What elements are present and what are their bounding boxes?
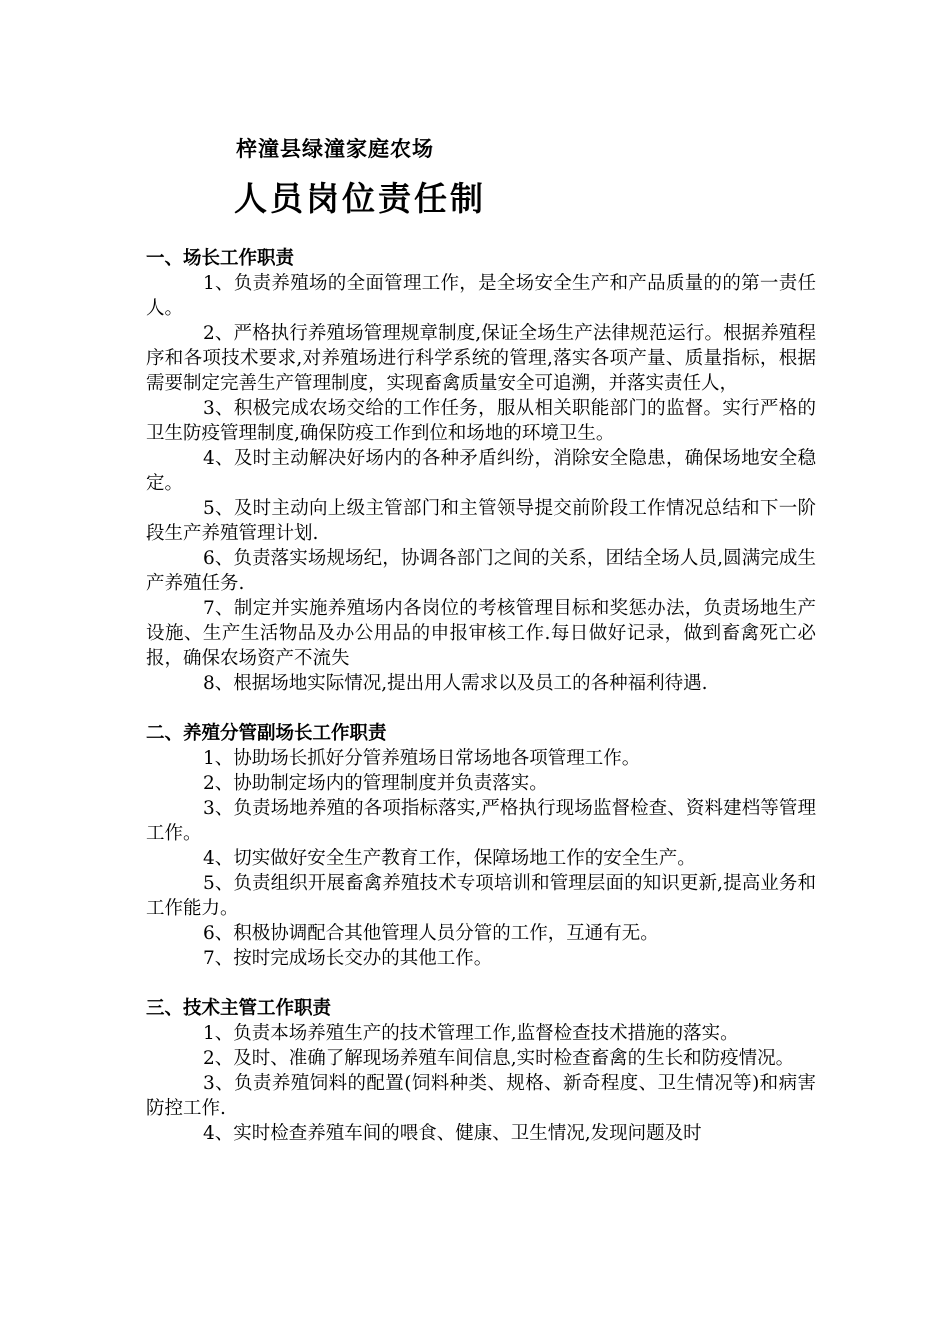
list-item: 3、积极完成农场交给的工作任务，服从相关职能部门的监督。实行严格的卫生防疫管理制度,确保防疫工作到位和场地的环境卫生。 xyxy=(146,398,816,444)
list-item: 3、负责养殖饲料的配置(饲料种类、规格、新奇程度、卫生情况等)和病害防控工作. xyxy=(146,1073,816,1119)
list-item: 7、按时完成场长交办的其他工作。 xyxy=(203,948,493,969)
list-item: 5、负责组织开展畜禽养殖技术专项培训和管理层面的知识更新,提高业务和工作能力。 xyxy=(146,873,816,919)
list-item: 4、实时检查养殖车间的喂食、健康、卫生情况,发现问题及时 xyxy=(203,1123,702,1144)
section-heading: 一、场长工作职责 xyxy=(146,248,295,269)
list-item: 8、根据场地实际情况,提出用人需求以及员工的各种福利待遇. xyxy=(203,673,708,694)
document-body xyxy=(146,246,816,1146)
section-deputy-director xyxy=(146,721,816,971)
list-item: 6、负责落实场规场纪，协调各部门之间的关系，团结全场人员,圆满完成生产养殖任务. xyxy=(146,548,816,594)
list-item: 4、切实做好安全生产教育工作，保障场地工作的安全生产。 xyxy=(203,848,696,869)
organization-title: 梓潼县绿潼家庭农场 xyxy=(236,136,434,161)
section-heading: 三、技术主管工作职责 xyxy=(146,998,332,1019)
list-item: 1、协助场长抓好分管养殖场日常场地各项管理工作。 xyxy=(203,748,641,769)
document-title: 人员岗位责任制 xyxy=(234,179,486,218)
list-item: 5、及时主动向上级主管部门和主管领导提交前阶段工作情况总结和下一阶段生产养殖管理计划. xyxy=(146,498,816,544)
list-item: 4、及时主动解决好场内的各种矛盾纠纷，消除安全隐患，确保场地安全稳定。 xyxy=(146,448,816,494)
section-technical-supervisor xyxy=(146,996,816,1146)
section-divider xyxy=(146,696,816,721)
list-item: 2、协助制定场内的管理制度并负责落实。 xyxy=(203,773,548,794)
list-item: 2、严格执行养殖场管理规章制度,保证全场生产法律规范运行。根据养殖程序和各项技术要求,对养殖场进行科学系统的管理,落实各项产量、质量指标，根据需要制定完善生产管理制度，实现畜禽质量安全可追溯，并落实责任人， xyxy=(146,323,816,394)
list-item: 7、制定并实施养殖场内各岗位的考核管理目标和奖惩办法，负责场地生产设施、生产生活物品及办公用品的申报审核工作.每日做好记录，做到畜禽死亡必报，确保农场资产不流失 xyxy=(146,598,816,669)
list-item: 1、负责养殖场的全面管理工作，是全场安全生产和产品质量的的第一责任人。 xyxy=(146,273,816,319)
list-item: 6、积极协调配合其他管理人员分管的工作，互通有无。 xyxy=(203,923,659,944)
list-item: 3、负责场地养殖的各项指标落实,严格执行现场监督检查、资料建档等管理工作。 xyxy=(146,798,816,844)
section-heading: 二、养殖分管副场长工作职责 xyxy=(146,723,387,744)
section-divider xyxy=(146,971,816,996)
list-item: 1、负责本场养殖生产的技术管理工作,监督检查技术措施的落实。 xyxy=(203,1023,739,1044)
list-item: 2、及时、准确了解现场养殖车间信息,实时检查畜禽的生长和防疫情况。 xyxy=(203,1048,795,1069)
section-director xyxy=(146,246,816,696)
